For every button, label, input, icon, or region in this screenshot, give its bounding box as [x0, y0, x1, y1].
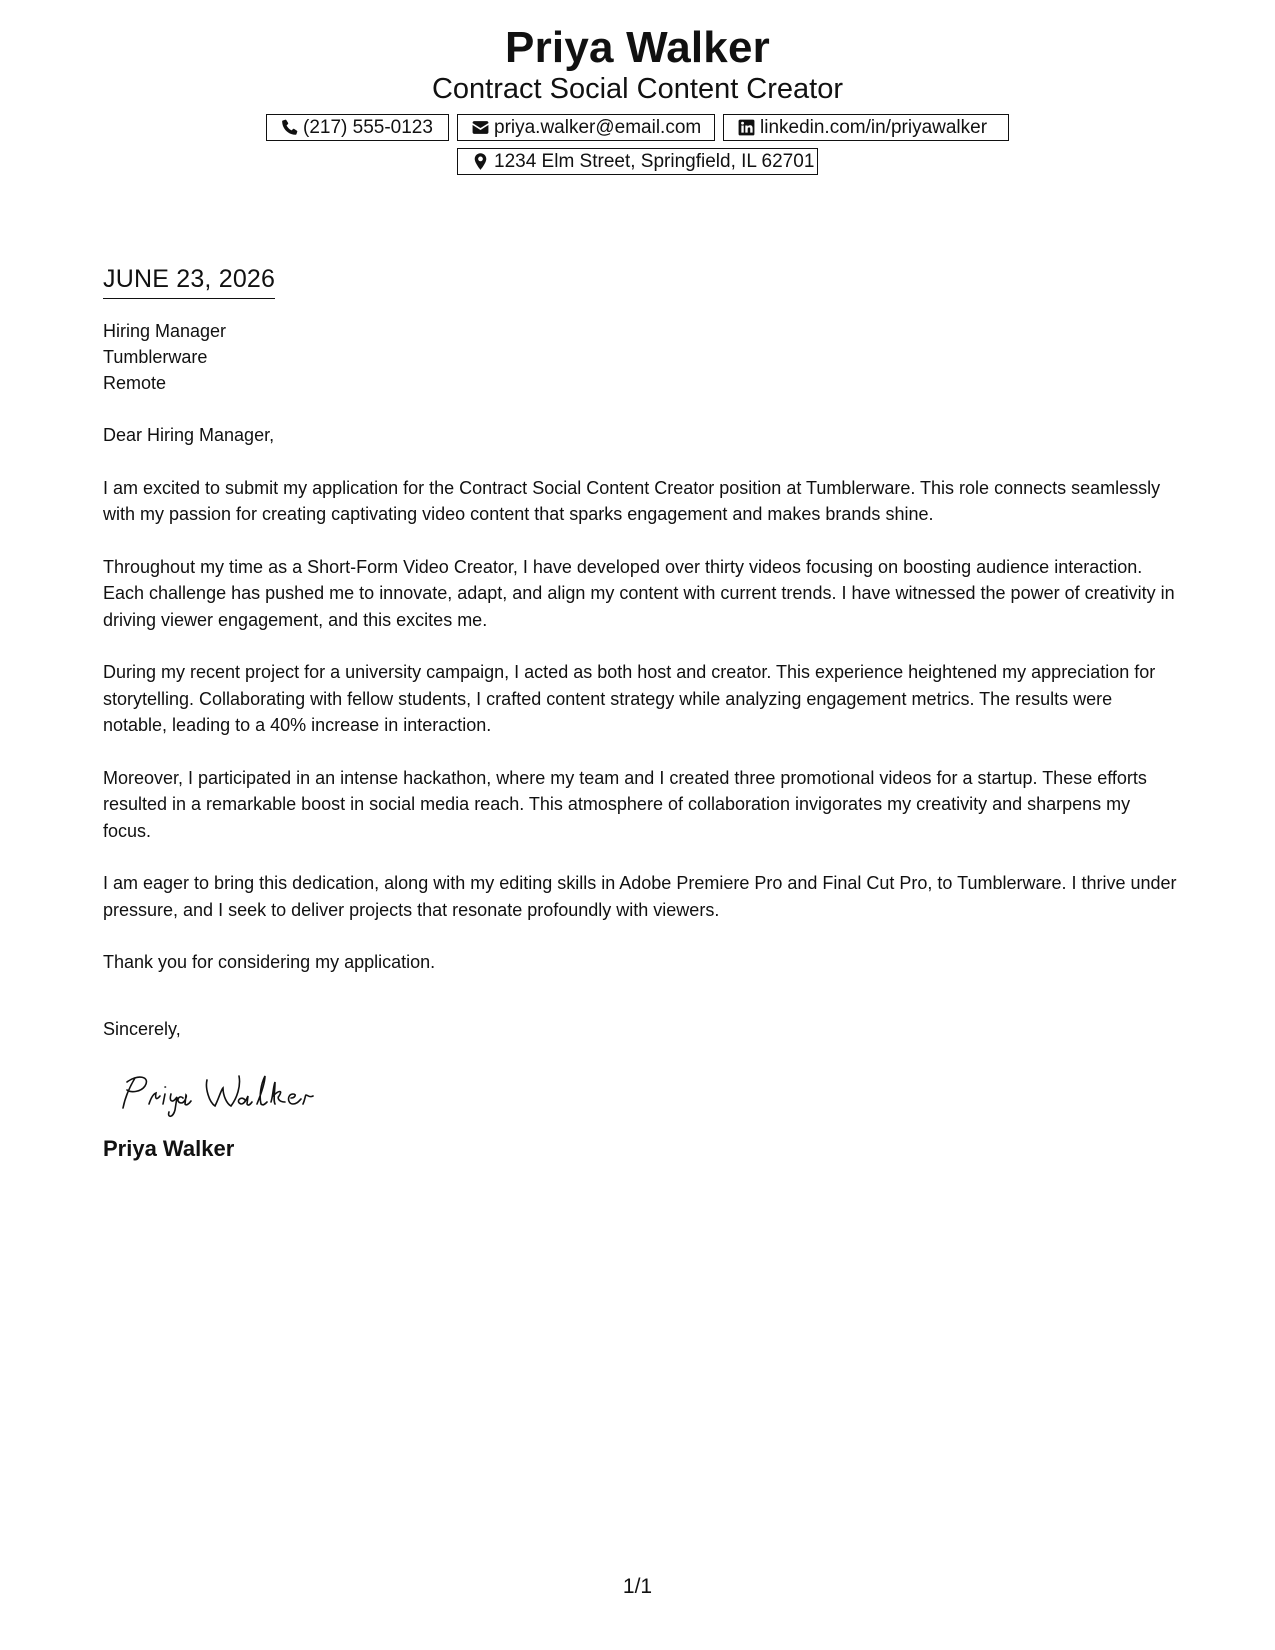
recipient-block [103, 318, 1178, 396]
phone-icon [280, 118, 299, 137]
letter-date: JUNE 23, 2026 [103, 262, 275, 299]
paragraph: Throughout my time as a Short-Form Video Creator, I have developed over thirty videos focusing on boosting audience interaction. Each challenge has pushed me to innovate, adapt, and align my content with current trends. I have witnessed the power of creativity in driving viewer engagement, and this excites me. [103, 556, 1175, 630]
envelope-icon [471, 118, 490, 137]
closing-line: Thank you for considering my application. [103, 952, 436, 972]
contact-row-primary [0, 114, 1275, 141]
contact-row-secondary [0, 148, 1275, 175]
signoff: Sincerely, [103, 1018, 181, 1039]
recipient-company: Tumblerware [103, 347, 208, 367]
paragraph: I am excited to submit my application for the Contract Social Content Creator position at Tumblerware. This role connects seamlessly with my passion for creating captivating video content that sparks engagement and makes brands shine. [103, 477, 1161, 524]
applicant-name: Priya Walker [505, 23, 770, 72]
linkedin-icon [737, 118, 756, 137]
paragraph: Moreover, I participated in an intense hackathon, where my team and I created three promotional videos for a startup. These efforts resulted in a remarkable boost in social media reach. This atmosphere of collaboration invigorates my creativity and sharpens my focus. [103, 767, 1147, 841]
paragraph: During my recent project for a university campaign, I acted as both host and creator. This experience heightened my appreciation for storytelling. Collaborating with fellow students, I crafted content strategy while analyzing engagement metrics. The results were notable, leading to a 40% increase in interaction. [103, 662, 1156, 735]
letter-header [0, 20, 1275, 175]
address-text: 1234 Elm Street, Springfield, IL 62701 [494, 151, 815, 172]
contact-address[interactable] [457, 148, 818, 175]
email-text: priya.walker@email.com [494, 117, 702, 138]
phone-text: (217) 555-0123 [303, 117, 433, 138]
recipient-title: Hiring Manager [103, 321, 227, 341]
signer-name: Priya Walker [103, 1136, 235, 1161]
salutation: Dear Hiring Manager, [103, 425, 275, 445]
letter-body [103, 262, 1178, 1164]
contact-phone[interactable] [266, 114, 449, 141]
recipient-location: Remote [103, 373, 167, 393]
contact-email[interactable] [457, 114, 715, 141]
paragraph: I am eager to bring this dedication, along with my editing skills in Adobe Premiere Pro and Final Cut Pro, to Tumblerware. I thrive under pressure, and I seek to deliver projects that resonate profoundly with viewers. [103, 873, 1177, 920]
map-marker-icon [471, 152, 490, 171]
handwritten-signature [115, 1068, 355, 1120]
applicant-role: Contract Social Content Creator [431, 73, 844, 105]
page-number: 1/1 [622, 1575, 653, 1598]
linkedin-text: linkedin.com/in/priyawalker [760, 117, 988, 138]
contact-linkedin[interactable] [723, 114, 1009, 141]
